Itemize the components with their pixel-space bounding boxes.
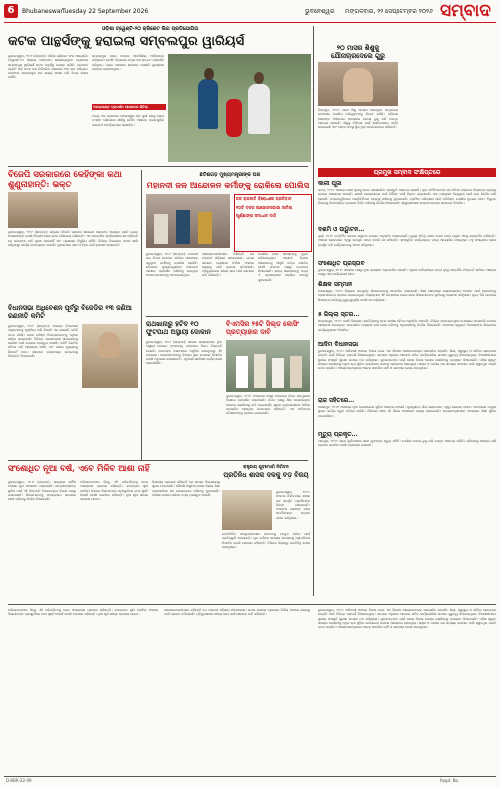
sidebar-item-title: ଦଶମି ଓ ଉଦ୍ଘାଟନ… [318,226,365,233]
bottom-body-2: ଅଭିଭାବକମାନେ କିନ୍ତୁ ଏହି ପରିବର୍ତ୍ତନକୁ ନେଇ ଅସନ୍ତୋଷ ପ୍ରକାଶ କରିଛନ୍ତି। ବାରମ୍ବାର ସୂଚୀ ବଦଳିବା ଫଳରେ ପିଲାମାନଙ୍କ ପ୍ରସ୍ତୁତିରେ ବାଧା ସୃଷ୍ଟି ହେଉଛି ବୋଲି ସେମାନେ କହିଛନ୍ତି। ନୂଆ ସୂଚୀ ଶୀଘ୍ର ପ୍ରକାଶ ପାଇବ। [80,480,148,502]
cricket-inline-label: ଅଲରାଉଣ୍ଡ ପ୍ରଦର୍ଶନ ଆଧାରରେ ଜିତିଲା [92,104,166,110]
section-divider [8,166,308,167]
masthead-rule [4,22,496,23]
page-number: 6 [7,5,15,16]
section-divider [8,460,308,461]
column-divider [313,26,314,596]
sidebar-item [318,397,496,431]
sidebar-item [318,226,496,260]
mahanadi-bullet: ପୂର୍ଣ୍ଣାଙ୍ଗ ସମାଧାନ ଦାବି [236,213,277,218]
rath-headline: ରାଥଖାନାରୁ ହଟିବ ୧୦ ଫୁଟପାଥ ଅସ୍ଥାୟୀ ଦୋକାନ [146,320,211,336]
child-story-photo [318,62,398,106]
sidebar-item-body: କୋରାପୁଟ, ୨୧।୯: ଅଞ୍ଚଳରେ ନୂଆ ଯୋଗାଯୋଗ ସୁବିଧା ଆରମ୍ଭ ହୋଇଛି। ଦୂରଦୂରାନ୍ତ ଗାଁର ଲୋକମାନେ ଏଥିରୁ ଲାଭବାନ ହେବେ। ମୋବାଇଲ ଟାୱାର ସ୍ଥାପନ କାର୍ଯ୍ୟ ଦ୍ରୁତ ଗତିରେ ଚାଲିଛି। ଡିଜିଟାଲ ସେବା ଗାଁ ଗାଁରେ ପହଞ୍ଚାଇବା ଲକ୍ଷ୍ୟ ରଖାଯାଇଛି। ଛାତ୍ରଛାତ୍ରୀମାନେ ଅନଲାଇନ ଶିକ୍ଷା ସୁବିଧା ପାଇପାରିବେ। [318,405,496,418]
edition-date-odia: ମଙ୍ଗଳବାର, ୨୨ ସେପ୍ଟେମ୍ବର ୨୦୨୬ [345,8,433,15]
mahanadi-photo [146,194,230,248]
sidebar-item-body: କଟକ, ୨୧।୯: ଆସନ୍ତା କାଳୀ ପୂଜାକୁ ନେଇ ପ୍ରଶାସନିକ ପ୍ରସ୍ତୁତି ଆରମ୍ଭ ହୋଇଛି। ପୂଜା କମିଟିମାନଙ୍କ ସହ ବୈଠକ କରାଯାଇ ନିରାପତ୍ତା ବ୍ୟବସ୍ଥା ଉପରେ ଆଲୋଚନା ହୋଇଛି। ଭସାଣି ଶୋଭାଯାତ୍ରା ପାଇଁ ନିର୍ଦ୍ଦିଷ୍ଟ ମାର୍ଗ ଚିହ୍ନଟ କରାଯାଇଛି। ଶବ୍ଦ ପ୍ରଦୂଷଣ ନିୟନ୍ତ୍ରଣ ପାଇଁ କଡ଼ା ନିର୍ଦ୍ଦେଶ ଜାରି ହୋଇଛି। ମଣ୍ଡପଗୁଡ଼ିକରେ ଅଗ୍ନିନିର୍ବାପକ ବ୍ୟବସ୍ଥା ରଖିବାକୁ କୁହାଯାଇଛି। ଟ୍ରାଫିକ ପରିଚାଳନା ପାଇଁ ଅତିରିକ୍ତ ପୋଲିସ ମୁତୟନ ହେବ। ବିଦ୍ୟୁତ ବିଭାଗକୁ ନିରବଚ୍ଛିନ୍ନ ଯୋଗାଣ ନିଶ୍ଚିତ କରିବାକୁ ନିର୍ଦ୍ଦେଶ ଦିଆଯାଇଛି। ସ୍ୱେଚ୍ଛାସେବୀ ସଂଗଠନମାନଙ୍କ ସହଯୋଗ ନିଆଯିବ। [318,188,496,205]
mahanadi-kicker: ଛତିଶଗଡ଼ ମୁଖ୍ୟମନ୍ତ୍ରୀଙ୍କ ଘର [199,172,261,178]
bottom-body-3: ବିଭାଗୀୟ ଅଧିକାରୀ କହିଛନ୍ତି ଯେ ସମସ୍ତ ବିଦ୍ୟାଳୟକୁ ସୂଚନା ପଠାଯାଇଛି। କୌଣସି ଅସୁବିଧା ହେଲେ ଜିଲ୍ଲା ଶିକ୍ଷା ଅଧିକାରୀଙ୍କ ସହ ଯୋଗାଯୋଗ କରିବାକୁ କୁହାଯାଇଛି। ପରୀକ୍ଷା କେନ୍ଦ୍ର ତାଲିକା ମଧ୍ୟ ପ୍ରସ୍ତୁତ ହେଉଛି। [152,480,220,497]
sidebar-item [318,341,496,397]
sidebar-list [318,180,496,602]
bjp-body: ଭୁବନେଶ୍ୱର, ୨୧।୯ (ସମ୍ବାଦ): ରାଜ୍ୟର ବିଜେପି ସରକାର ସାଧାରଣ ଲୋକଙ୍କ ସମସ୍ୟା ପ୍ରତି ଧ୍ୟାନ ଦେଉନାହାନ୍ତି ବୋଲି ବିରୋଧୀ ଦଳର ନେତା ଅଭିଯୋଗ କରିଛନ୍ତି। ଏକ ସାମ୍ବାଦିକ ସମ୍ମିଳନୀରେ ସେ କହିଛନ୍ତି ଯେ ଜନତାଙ୍କ ଦାବି ପୂରଣ ହେଉନାହିଁ ଏବଂ ପ୍ରଶାସନ ନିଷ୍କ୍ରିୟ ରହିଛି। ବିଭିନ୍ନ ବିଭାଗରେ ପଦବୀ ଖାଲି ରହିଥିବାରୁ କାର୍ଯ୍ୟ ବାଧାପ୍ରାପ୍ତ ହେଉଛି। କୃଷକମାନେ ସାର ଓ ବିହନ ପାଇଁ ହଇରାଣ ହେଉଛନ୍ତି। [8,230,138,247]
election-kicker: ରାଷ୍ଟ୍ରୀୟ ଯୁବମୋର୍ଚ୍ଚା ନିର୍ବାଚନ [243,464,289,469]
continuation-body: ଭୁବନେଶ୍ୱର, ୨୧।୯: ଆଦିବାସୀ ଅଞ୍ଚଳର ବିକାଶ ନେଇ ଏକ ବିଶେଷ ଆଲୋଚନାଚକ୍ର ଆୟୋଜିତ ହୋଇଛି। ଶିକ୍ଷା, ସ୍ୱାସ୍ଥ୍ୟ ଓ ଜୀବିକା କ୍ଷେତ୍ରରେ ଉନ୍ନତି ପାଇଁ ବିଭିନ୍ନ ପରାମର୍ଶ ଦିଆଯାଇଥିଲା। ଜଙ୍ଗଲ ଅଧିକାର ଆଇନର ସଠିକ କାର୍ଯ୍ୟକାରିତା ଉପରେ ଗୁରୁତ୍ୱ ଦିଆଯାଇଥିଲା। ବିଶେଷଜ୍ଞମାନେ ସ୍ଥାନୀୟ ସଂସ୍କୃତି ସୁରକ୍ଷା ଉପରେ ମତ ରଖିଥିଲେ। ଯୁବକମାନଙ୍କ ପାଇଁ ଦକ୍ଷତା ବିକାଶ କେନ୍ଦ୍ର ଖୋଲିବାକୁ ପ୍ରସ୍ତାବ ଦିଆଯାଇଛି। ମହିଳା ସ୍ୱୟଂ ସହାୟକ ଗୋଷ୍ଠୀକୁ ଅଧିକ ଋଣ ସୁବିଧା ଯୋଗାଇବା ଉପରେ ଆଲୋଚନା ହୋଇଥିଲା। ରାସ୍ତା ଓ ପାନୀୟ ଜଳ ସମସ୍ୟା ସମାଧାନ ପାଇଁ ସ୍ୱତନ୍ତ୍ର ପାଣ୍ଠି ଗଠନ କରାଯିବ। ଆଲୋଚନାଚକ୍ରରେ ଅନେକ ସାମାଜିକ କର୍ମୀ ଓ ଗବେଷକ ଯୋଗ ଦେଇଥିଲେ। [318,608,496,630]
cricket-kicker: ଓଡ଼ିଶା ଟ୍ୱେଣ୍ଟି-୨୦ କ୍ରିକେଟ ଲିଗ ପ୍ରତିଯୋଗିତା [101,26,199,32]
sidebar-item-body: ଯାଜପୁର, ୨୧।୯: ସଡ଼କ ଦୁର୍ଘଟଣାରେ ଜଣେ ଯୁବକଙ୍କ ମୃତ୍ୟୁ ଘଟିଛି। ପୋଲିସ ମାମଲା ରୁଜୁ କରି ତଦନ୍ତ ଆରମ୍ଭ କରିଛି। ପରିବାରକୁ ସହାୟତା ରାଶି ପ୍ରଦାନ କରାଯିବ ବୋଲି ପ୍ରଶାସନ ଜଣାଇଛି। [318,439,496,448]
section-divider [8,604,496,605]
cricket-headline: କଟକ ପାନ୍ଥର୍ସଙ୍କୁ ହରାଇଲା ସମ୍ବଲପୁର ୱାରିୟର୍ସ [8,34,245,49]
cricket-body-1: ଭୁବନେଶ୍ୱର, ୨୧।୯ (ସମ୍ବାଦ): ଓଡ଼ିଶା କ୍ରିକେଟ ସଂଘ ଆୟୋଜିତ ଟ୍ୱେଣ୍ଟି-୨୦ ଲିଗରେ ସୋମବାର ଖେଳାଯାଇଥିବା ମ୍ୟାଚରେ ସମ୍ବଲପୁର ୱାରିୟର୍ସ କଟକ ପାନ୍ଥର୍ସକୁ ପରାସ୍ତ କରିଛି। ପ୍ରଥମେ ବ୍ୟାଟିଂ କରି କଟକ ଦଳ ନିର୍ଦ୍ଧାରିତ ଓଭରରେ ୧୪୨ ରନ କରିଥିଲା। ଜବାବରେ ସମ୍ବଲପୁର ଦଳ ଲକ୍ଷ୍ୟ ହାସଲ କରି ବିଜୟ ହାସଲ କରିଛି। [8,54,88,80]
sidebar-item [318,431,496,461]
mahanadi-body-1: ଭୁବନେଶ୍ୱର, ୨୧।୯ (ସମ୍ବାଦ): ମହାନଦୀ ଜଳ ବିବାଦ ସମାଧାନ ଦାବିରେ ଆନ୍ଦୋଳନ କରୁଥିବା କର୍ମୀଙ୍କୁ ପୋଲିସ ରୋକିଛି। ଛତିଶଗଡ଼ ମୁଖ୍ୟମନ୍ତ୍ରୀଙ୍କ ବାସଭବନ ଆଗରେ ପ୍ରଦର୍ଶନ କରିବାକୁ ଯାଉଥିବା ବେଳେ ସେମାନଙ୍କୁ ଅଟକାଯାଇଥିଲା। [146,252,198,278]
child-story-body: ବିଜେପୁର, ୨୧।୯: ଜଣେ ଶିଶୁ ଉପରେ ହୋଇଥିବା ଅତ୍ୟାଚାର ଘଟଣାରେ ପୋଲିସ ଅଭିଯୁକ୍ତଙ୍କୁ ଗିରଫ କରିଛି। ପରିବାର ଲୋକଙ୍କ ଅଭିଯୋଗ ଆଧାରରେ ମାମଲା ରୁଜୁ କରି ତଦନ୍ତ ଆରମ୍ଭ ହୋଇଛି। ଶିଶୁକୁ ଚିକିତ୍ସା ପାଇଁ ହସ୍ପିଟାଲରେ ଭର୍ତ୍ତି କରାଯାଇଛି ଏବଂ ତାଙ୍କ ଅବସ୍ଥା ସ୍ଥିର ଥିବା ଡାକ୍ତରମାନେ କହିଛନ୍ତି। [318,108,398,130]
bjp-headline: ବିଜେପି ସରକାରରେ କେହିଙ୍କା କଥା ଶୁଣୁନାହାନ୍ତି: ଭକ୍ତ [8,170,122,190]
sidebar-item-title: ୫ ଜିଲ୍ଲା ସ୍ତର… [318,311,360,318]
edition-city-odia: ଭୁବନେଶ୍ୱର [305,8,335,15]
sidebar-item-title: ସଂଶୋଧିତ ପ୍ରସ୍ତାବ [318,260,365,267]
bjd-body: ଭୁବନେଶ୍ୱର, ୨୧।୯ (ସମ୍ବାଦ): ଆସନ୍ତା ବିଧାନସଭା ଅଧିବେଶନକୁ ଦୃଷ୍ଟିରେ ରଖି ବିଜେଡି ଏକ ରଣନୀତି କମିଟି ଗଠନ କରିଛି। ଦଳର ବରିଷ୍ଠ ବିଧାୟକମାନଙ୍କୁ ଏଥିରେ ସାମିଲ କରାଯାଇଛି। ବିଭିନ୍ନ ପ୍ରସଙ୍ଗରେ ସରକାରଙ୍କୁ ଘେରିବା ପାଇଁ ଯୋଜନା ପ୍ରସ୍ତୁତ ହେଉଛି। କମିଟି ନିୟମିତ ବୈଠକ କରି ଆଲୋଚନା କରିବ ଏବଂ ଦଳୀୟ ମୁଖ୍ୟଙ୍କୁ ରିପୋର୍ଟ ଦେବ। ସଦନରେ ଜନସମସ୍ୟା ଉଠାଇବାକୁ ନିଷ୍ପତ୍ତି ନିଆଯାଇଛି। [8,324,78,359]
edition-date: Tuesday 22 September 2026 [62,8,149,15]
election-body-2: ନବନିର୍ବାଚିତ ପଦାଧିକାରୀମାନେ ସଂଗଠନକୁ ମଜବୁତ କରିବା ପାଇଁ ପ୍ରତିଶ୍ରୁତି ଦେଇଛନ୍ତି। ଯୁବ ବର୍ଗଙ୍କ ସମସ୍ୟା ସମାଧାନକୁ ପ୍ରାଥମିକତା ଦିଆଯିବ ବୋଲି ସେମାନେ କହିଛନ୍ତି। ବିଭିନ୍ନ ଜିଲ୍ଲାରୁ ପ୍ରତିନିଧି ଯୋଗ ଦେଇଥିଲେ। [222,532,310,549]
sidebar-item-title: ରାଜ ସହିତରେ… [318,397,355,404]
sidebar-item [318,311,496,341]
congress-headline: ବିଏମସିର ୨୫ଟି ସିଲ୍ଡ କୋସିଂ ପ୍ରତ୍ୟାହାର ଦାବି [226,320,299,336]
footer-left-code: D-BBR-22-09 [6,778,32,783]
sidebar-item [318,260,496,281]
mahanadi-headline: ମହାନଦୀ ଜଳ ଆନ୍ଦୋଳନ କର୍ମୀଙ୍କୁ ରୋକିଲେ ପୋଲିସ [146,180,310,190]
sidebar-item-body: ପୁରୀ, ୨୧।୯: ନବନିର୍ମିତ ଭବନର ଉଦ୍ଘାଟନ ଉତ୍ସବ ଅନୁଷ୍ଠିତ ହୋଇଯାଇଛି। ମୁଖ୍ୟ ଅତିଥି ଭାବେ ଯୋଗ ଦେଇ ମନ୍ତ୍ରୀ ଏହାକୁ ଲୋକାର୍ପଣ କରିଛନ୍ତି। ଅଞ୍ଚଳର ଲୋକମାନେ ଏଥିରୁ ଉପକୃତ ହେବେ ବୋଲି ସେ କହିଛନ୍ତି। ସାଂସ୍କୃତିକ କାର୍ଯ୍ୟକ୍ରମ ମଧ୍ୟ ଆୟୋଜିତ ହୋଇଥିଲା। ବହୁ ସଂଖ୍ୟାରେ ଲୋକ ଉପସ୍ଥିତ ରହି କାର୍ଯ୍ୟକ୍ରମକୁ ସଫଳ କରିଥିଲେ। [318,234,496,247]
bjd-photo [82,324,138,388]
cricket-photo [168,54,311,162]
sidebar-item [318,281,496,311]
sidebar-item-body: ବାଲେଶ୍ୱର, ୨୧।୯: ଜିଲ୍ଲାର ଉତ୍କୃଷ୍ଟ ଶିକ୍ଷକମାନଙ୍କୁ ସମ୍ମାନିତ କରାଯାଇଛି। ଶିକ୍ଷା କ୍ଷେତ୍ରରେ ଉଲ୍ଲେଖନୀୟ ଅବଦାନ ପାଇଁ ସେମାନଙ୍କୁ ପ୍ରଶଂସାପତ୍ର ପ୍ରଦାନ କରାଯାଇଥିଲା। ଜିଲ୍ଲାପାଳ ଏହି ଉତ୍ସବରେ ଯୋଗ ଦେଇ ଶିକ୍ଷକମାନଙ୍କ ଭୂମିକାକୁ ପ୍ରଶଂସା କରିଥିଲେ। ନୂତନ ପିଢ଼ି ଗଠନରେ ଶିକ୍ଷକଙ୍କ ଦାୟିତ୍ୱ ଗୁରୁତ୍ୱପୂର୍ଣ୍ଣ ବୋଲି ସେ କହିଥିଲେ। [318,289,496,302]
bjd-headline: ବିଧାନସଭା ଅଧିବେଶନ ପୂର୍ବରୁ ବିଜେଡିର ୧୩ ଜଣିଆ ରଣନୀତି କମିଟି [8,304,132,320]
footer-bar [0,774,500,787]
cricket-body-2: ସମ୍ବଲପୁର ଦଳର ଓପନର ଆକର୍ଷଣୀୟ ଅର୍ଦ୍ଧଶତକ କରିଥିଲେ। ବୋଲିଂ ବିଭାଗରେ ମଧ୍ୟ ଦଳ ଉତ୍ତମ ପ୍ରଦର୍ଶନ କରିଥିଲା। ମ୍ୟାଚ ଶେଷରେ ଶ୍ରେଷ୍ଠ ଖେଳାଳି ପୁରସ୍କାର ପ୍ରଦାନ କରାଯାଇଥିଲା। [92,54,164,71]
continuation-body: ଅଭିଭାବକମାନେ କିନ୍ତୁ ଏହି ପରିବର୍ତ୍ତନକୁ ନେଇ ଅସନ୍ତୋଷ ପ୍ରକାଶ କରିଛନ୍ତି। ବାରମ୍ବାର ସୂଚୀ ବଦଳିବା ଫଳରେ ପିଲାମାନଙ୍କ ପ୍ରସ୍ତୁତିରେ ବାଧା ସୃଷ୍ଟି ହେଉଛି ବୋଲି ସେମାନେ କହିଛନ୍ତି। ନୂଆ ସୂଚୀ ଶୀଘ୍ର ପ୍ରକାଶ ପାଇବ। [8,608,158,617]
brand-logo: ସମ୍ବାଦ [440,1,491,21]
mahanadi-bullet: ୧୦ଟି ଦଳର ଆନ୍ଦୋଳନକାରୀ ସାମିଲ [236,204,293,210]
sidebar-item [318,180,496,226]
sidebar-item-title: ମୃତ୍ୟୁ ପ୍ରକୃତ… [318,431,358,438]
continuation-body: ଆନ୍ଦୋଳନକାରୀମାନେ କହିଛନ୍ତି ଯେ ମହାନଦୀ ଓଡ଼ିଶାର ଜୀବନରେଖା। ଉପର ଭାଗରେ ବ୍ୟାରେଜ ନିର୍ମାଣ ଫଳରେ ରାଜ୍ୟକୁ ପାଣି ପ୍ରବାହ କମିଯାଉଛି। ଟ୍ରିବ୍ୟୁନାଲର ଶୀଘ୍ର ରାୟ ପାଇଁ ସେମାନେ ଦାବି କରିଛନ୍ତି। [164,608,310,617]
bottom-body-1: ଭୁବନେଶ୍ୱର, ୨୧।୯ (ସମ୍ବାଦ): ରାଜ୍ୟରେ ବାର୍ଷିକ ପରୀକ୍ଷା ସୂଚୀ ସଂଶୋଧନ କରାଯାଇଛି। ଛାତ୍ରଛାତ୍ରୀଙ୍କ ସୁବିଧା ପାଇଁ ଏହି ନିଷ୍ପତ୍ତି ନିଆଯାଇଥିବା ବିଭାଗ ପକ୍ଷରୁ ଜଣାଯାଇଛି। ଶିକ୍ଷକମାନଙ୍କୁ ପାଠ୍ୟକ୍ରମ ସମୟରେ ଶେଷ କରିବାକୁ ନିର୍ଦ୍ଦେଶ ଦିଆଯାଇଛି। [8,480,76,502]
sidebar-item-body: ସମ୍ବଲପୁର, ୨୧।୯: ପାଞ୍ଚଟି ଜିଲ୍ଲାର ପ୍ରତିନିଧିଙ୍କୁ ନେଇ ସମୀକ୍ଷା ବୈଠକ ଅନୁଷ୍ଠିତ ହୋଇଛି। ବିଭିନ୍ନ ଉନ୍ନୟନମୂଳକ ଯୋଜନାର ଅଗ୍ରଗତି ଉପରେ ଆଲୋଚନା ହୋଇଥିଲା। ସମୟସୀମା ମଧ୍ୟରେ କାମ ଶେଷ କରିବାକୁ ଅଧିକାରୀଙ୍କୁ ନିର୍ଦ୍ଦେଶ ଦିଆଯାଇଛି। ଅବହେଳା କରୁଥିବା ଠିକାଦାରଙ୍କ ବିରୋଧରେ କାର୍ଯ୍ୟାନୁଷ୍ଠାନ ନିଆଯିବ। [318,319,496,332]
election-headline: ପ୍ରତିନିଧ ଶାସକ ଦଳକୁ ବଡ଼ ବିଜୟ [223,471,309,479]
sidebar-item-body: ଭୁବନେଶ୍ୱର, ୨୧।୯: ଆଦିବାସୀ ଅଞ୍ଚଳର ବିକାଶ ନେଇ ଏକ ବିଶେଷ ଆଲୋଚନାଚକ୍ର ଆୟୋଜିତ ହୋଇଛି। ଶିକ୍ଷା, ସ୍ୱାସ୍ଥ୍ୟ ଓ ଜୀବିକା କ୍ଷେତ୍ରରେ ଉନ୍ନତି ପାଇଁ ବିଭିନ୍ନ ପରାମର୍ଶ ଦିଆଯାଇଥିଲା। ଜଙ୍ଗଲ ଅଧିକାର ଆଇନର ସଠିକ କାର୍ଯ୍ୟକାରିତା ଉପରେ ଗୁରୁତ୍ୱ ଦିଆଯାଇଥିଲା। ବିଶେଷଜ୍ଞମାନେ ସ୍ଥାନୀୟ ସଂସ୍କୃତି ସୁରକ୍ଷା ଉପରେ ମତ ରଖିଥିଲେ। ଯୁବକମାନଙ୍କ ପାଇଁ ଦକ୍ଷତା ବିକାଶ କେନ୍ଦ୍ର ଖୋଲିବାକୁ ପ୍ରସ୍ତାବ ଦିଆଯାଇଛି। ମହିଳା ସ୍ୱୟଂ ସହାୟକ ଗୋଷ୍ଠୀକୁ ଅଧିକ ଋଣ ସୁବିଧା ଯୋଗାଇବା ଉପରେ ଆଲୋଚନା ହୋଇଥିଲା। ରାସ୍ତା ଓ ପାନୀୟ ଜଳ ସମସ୍ୟା ସମାଧାନ ପାଇଁ ସ୍ୱତନ୍ତ୍ର ପାଣ୍ଠି ଗଠନ କରାଯିବ। ଆଲୋଚନାଚକ୍ରରେ ଅନେକ ସାମାଜିକ କର୍ମୀ ଓ ଗବେଷକ ଯୋଗ ଦେଇଥିଲେ। [318,349,496,371]
congress-photo [226,340,310,392]
cricket-body-3: ଅନ୍ୟ ଏକ ମ୍ୟାଚରେ ବାଲେଶ୍ୱର ଦଳ ପୁରୀ ଦଳକୁ ହରାଇ ପଏଣ୍ଟ ତାଲିକାରେ ଶୀର୍ଷକୁ ଉଠିଛି। ଆସନ୍ତା ମ୍ୟାଚଗୁଡ଼ିକ ବାରବାଟୀ ଷ୍ଟାଡ଼ିୟମରେ ଖେଳାଯିବ। [92,114,164,127]
sidebar-item-body: ଭୁବନେଶ୍ୱର, ୨୧।୯: ସରକାର ପକ୍ଷରୁ ନୂଆ ପ୍ରସ୍ତାବ ଅନୁମୋଦିତ ହୋଇଛି। ଏଥିରେ କର୍ମଚାରୀଙ୍କ ଭତ୍ତା ବୃଦ୍ଧି ସମ୍ପର୍କିତ ନିଷ୍ପତ୍ତି ସାମିଲ। ଆସନ୍ତା ମାସରୁ ଏହା କାର୍ଯ୍ୟକାରୀ ହେବ। [318,268,496,277]
edition-city: Bhubaneswar [22,8,63,15]
masthead [0,0,500,24]
sidebar-item-title: ଶିକ୍ଷକ ସମ୍ମାନ [318,281,353,288]
mahanadi-bullet: ଜଳ ରାଜନୀତି ବିରୋଧରେ ପ୍ରତିବାଦ [236,196,292,201]
bottom-headline: ସଂଶୋଧିତ ନୂଆ ବର୍ଷ, ଏବେ ମିଳିବ ଆଶା ନାହିଁ [8,464,150,474]
election-body-1: ଭୁବନେଶ୍ୱର, ୨୧।୯: ସଂଗଠନ ନିର୍ବାଚନରେ ଶାସକ ଦଳ ସମର୍ଥିତ ପ୍ରାର୍ଥୀମାନେ ବିଜୟୀ ହୋଇଛନ୍ତି। ଫଳାଫଳ ଘୋଷଣା ପରେ ସମର୍ଥକମାନେ ଉତ୍ସବ ପାଳନ କରିଥିଲେ। [276,490,310,520]
mahanadi-body-3: ପୋଲିସ ପରେ ସମସ୍ତଙ୍କୁ ମୁକ୍ତ କରିଦେଇଥିଲା। ଆଗାମୀ ଦିନରେ ଆନ୍ଦୋଳନକୁ ଆହୁରି ତୀବ୍ର କରାଯିବ ବୋଲି ସଂଗଠନ ପକ୍ଷରୁ ଚେତାବନୀ ଦିଆଯାଇଛି। ରାଜ୍ୟ ସରକାରଙ୍କୁ ମଧ୍ୟ ଏ ପ୍ରସଙ୍ଗରେ ସକ୍ରିୟ ହେବାକୁ କୁହାଯାଇଛି। [258,252,308,282]
mahanadi-body-2: ଆନ୍ଦୋଳନକାରୀମାନେ କହିଛନ୍ତି ଯେ ମହାନଦୀ ଓଡ଼ିଶାର ଜୀବନରେଖା। ଉପର ଭାଗରେ ବ୍ୟାରେଜ ନିର୍ମାଣ ଫଳରେ ରାଜ୍ୟକୁ ପାଣି ପ୍ରବାହ କମିଯାଉଛି। ଟ୍ରିବ୍ୟୁନାଲର ଶୀଘ୍ର ରାୟ ପାଇଁ ସେମାନେ ଦାବି କରିଛନ୍ତି। [202,252,254,278]
footer-rule [4,776,496,777]
sidebar-item-title: ଆଦିମ ବିଧାନସଭା [318,341,359,348]
sidebar-title: ପ୍ରମୁଖ ସମ୍ବାଦ ସଂକ୍ଷିପ୍ତରେ [318,168,496,177]
election-photo [222,490,272,530]
bjp-photo [8,192,78,228]
section-divider [146,316,308,317]
footer-right-code: Regd. No. [440,778,460,783]
child-story-headline: ୨୦ ମାସର ଶିଶୁକୁ ଯୌନାଚାରଦେଲେ ଗୁରୁ [331,44,385,60]
rath-body: ଭୁବନେଶ୍ୱର, ୨୧।୯ (ସମ୍ବାଦ): ସହରର ରାସ୍ତାକଡ଼ରେ ଥିବା ଅସ୍ଥାୟୀ ଦୋକାନ ହଟାଇବାକୁ ମହାନଗର ନିଗମ ନିଷ୍ପତ୍ତି ନେଇଛି। ଯାନବାହନ ଚଳାଚଳରେ ଅସୁବିଧା ହେଉଥିବାରୁ ଏହି ପଦକ୍ଷେପ। ଦୋକାନୀମାନଙ୍କୁ ବିକଳ୍ପ ସ୍ଥାନ ଯୋଗାଇ ଦିଆଯିବ ବୋଲି ଅଧିକାରୀ ଜଣାଇଛନ୍ତି। ଏଥିପାଇଁ ସର୍ବେକ୍ଷଣ କାର୍ଯ୍ୟ ଶେଷ ହୋଇସାରିଛି। [146,340,222,366]
mahanadi-bullets [234,194,312,252]
sidebar-item-title: କାଳୀ ପୂଜା [318,180,342,187]
column-divider [141,170,142,460]
congress-body: ଭୁବନେଶ୍ୱର, ୨୧।୯: କଂଗ୍ରେସ ପକ୍ଷରୁ ମହାନଗର ନିଗମ ସମ୍ମୁଖରେ ବିକ୍ଷୋଭ ପ୍ରଦର୍ଶନ କରାଯାଇଛି। ନିଗମ ପକ୍ଷରୁ ସିଲ କରାଯାଇଥିବା ଦୋକାନ ଖୋଲିବାକୁ ଦାବି କରାଯାଇଛି। କ୍ଷୁଦ୍ର ବ୍ୟବସାୟୀଙ୍କ ଜୀବିକା ପ୍ରଭାବିତ ହେଉଥିବା ନେତାମାନେ କହିଛନ୍ତି। ଏକ ଦାବିପତ୍ର କମିଶନରଙ୍କୁ ପ୍ରଦାନ କରାଯାଇଛି। [226,394,310,416]
